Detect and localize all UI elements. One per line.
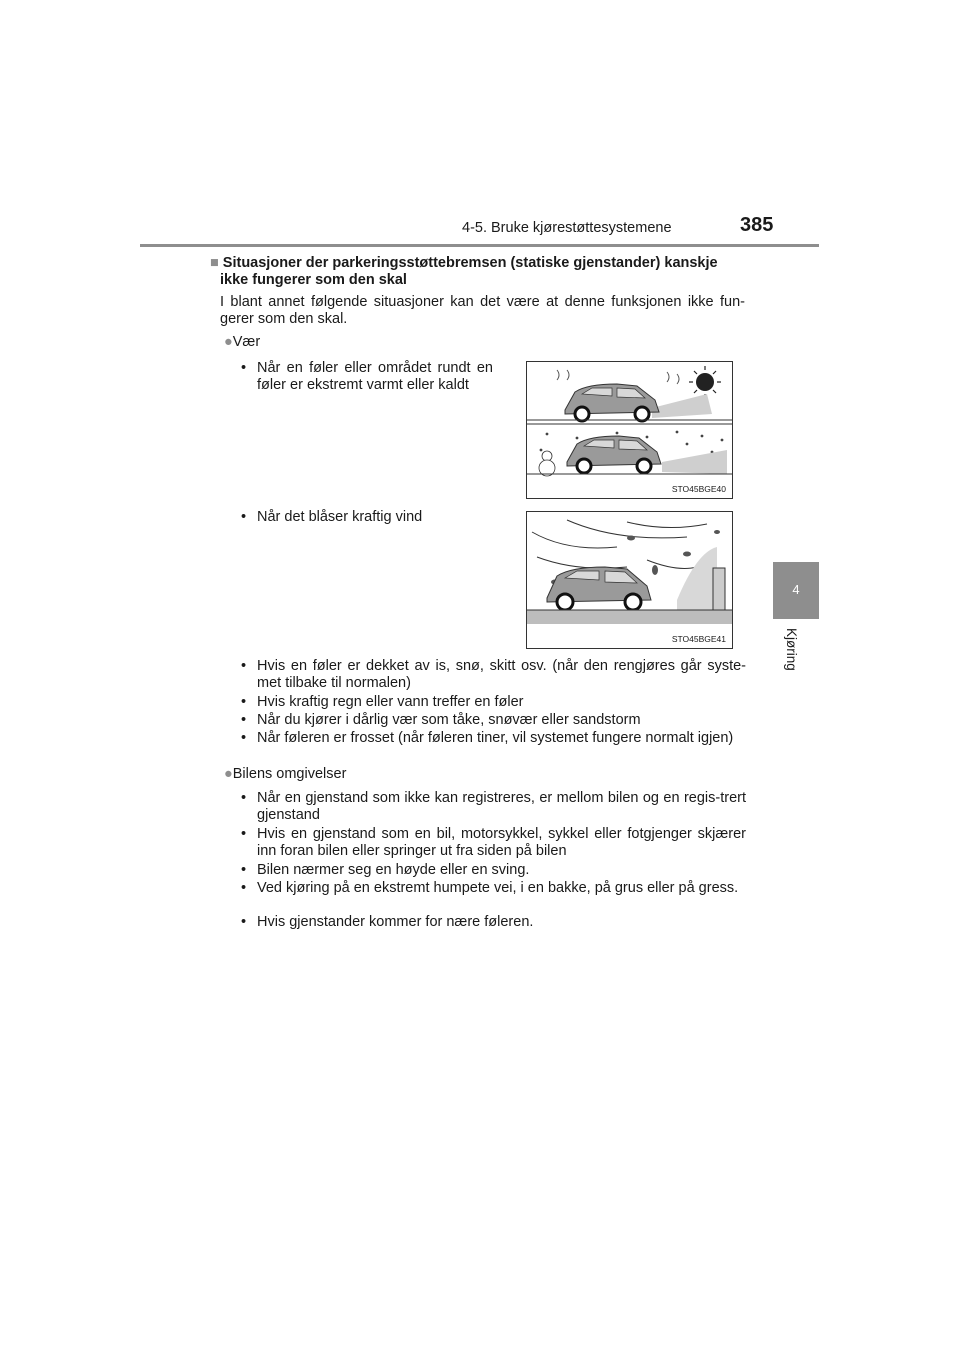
- section-heading: [210, 255, 750, 289]
- car-icon: [565, 384, 659, 421]
- list-item: [241, 360, 493, 394]
- bullet-icon: •: [241, 658, 247, 674]
- bullet-icon: •: [241, 914, 247, 930]
- list-item-text: Hvis gjenstander kommer for nære føleren.: [257, 914, 534, 930]
- list-item-text: Hvis en føler er dekket av is, snø, skitt osv. (når den rengjøres går syste-met tilbake til normalen): [257, 658, 746, 691]
- group-heading-surroundings: [224, 766, 346, 783]
- car-icon: [567, 436, 661, 473]
- figure-hot-cold-weather: [526, 361, 733, 499]
- figure-code: STO45BGE41: [671, 634, 726, 644]
- list-item-text: Hvis kraftig regn eller vann treffer en føler: [257, 694, 524, 710]
- list-item-text: Hvis en gjenstand som en bil, motorsykkel, sykkel eller fotgjenger skjærer inn foran bilen eller springer ut fra siden på bilen: [257, 826, 746, 859]
- car-weather-illustration: [527, 362, 732, 498]
- list-item: [241, 509, 493, 526]
- list-item: [241, 914, 746, 931]
- bullet-icon: •: [241, 826, 247, 842]
- group-title: Bilens omgivelser: [232, 766, 347, 782]
- intro-paragraph: I blant annet følgende situasjoner kan det være at denne funksjonen ikke fun-gerer som den skal.: [220, 294, 745, 327]
- bullet-icon: •: [241, 790, 247, 806]
- heading-line-1: Situasjoner der parkeringsstøttebremsen (statiske gjenstander) kanskje: [222, 255, 718, 271]
- header-divider: [140, 244, 819, 247]
- figure-code: STO45BGE40: [671, 484, 726, 494]
- car-icon: [547, 567, 651, 610]
- list-item-text: Når det blåser kraftig vind: [257, 509, 423, 525]
- list-item: [241, 730, 746, 747]
- snowman-icon: [539, 451, 555, 476]
- page-number: 385: [740, 214, 774, 236]
- bullet-icon: •: [241, 360, 247, 376]
- sun-icon: [689, 366, 721, 398]
- figure-strong-wind: [526, 511, 733, 649]
- list-item-text: Bilen nærmer seg en høyde eller en sving.: [257, 862, 530, 878]
- chapter-label: Kjøring: [784, 628, 799, 671]
- square-marker-icon: ■: [210, 255, 219, 271]
- section-title: 4-5. Bruke kjørestøttesystemene: [462, 220, 672, 236]
- bullet-icon: •: [241, 862, 247, 878]
- car-wind-illustration: [527, 512, 732, 648]
- list-item-text: Når en gjenstand som ikke kan registreres, er mellom bilen og en regis-trert gjenstand: [257, 790, 746, 823]
- chapter-number: 4: [792, 582, 800, 597]
- group-heading-weather: [224, 334, 260, 351]
- list-item: [241, 658, 746, 692]
- chapter-tab: [773, 562, 819, 619]
- bullet-icon: •: [241, 880, 247, 896]
- bullet-icon: •: [241, 730, 247, 746]
- group-title: Vær: [232, 334, 261, 350]
- bullet-icon: •: [241, 509, 247, 525]
- circle-bullet-icon: ●: [224, 334, 233, 350]
- bullet-icon: •: [241, 694, 247, 710]
- list-item-text: Ved kjøring på en ekstremt humpete vei, i en bakke, på grus eller på gress.: [257, 880, 739, 896]
- list-item: [241, 790, 746, 824]
- bullet-icon: •: [241, 712, 247, 728]
- list-item: [241, 694, 746, 711]
- list-item: [241, 880, 746, 897]
- heading-line-2: ikke fungerer som den skal: [220, 272, 407, 288]
- circle-bullet-icon: ●: [224, 766, 233, 782]
- list-item-text: Når føleren er frosset (når føleren tiner, vil systemet fungere normalt igjen): [257, 730, 734, 746]
- list-item: [241, 826, 746, 860]
- list-item: [241, 862, 746, 879]
- list-item-text: Når en føler eller området rundt en føler er ekstremt varmt eller kaldt: [257, 360, 493, 393]
- list-item-text: Når du kjører i dårlig vær som tåke, snøvær eller sandstorm: [257, 712, 641, 728]
- list-item: [241, 712, 746, 729]
